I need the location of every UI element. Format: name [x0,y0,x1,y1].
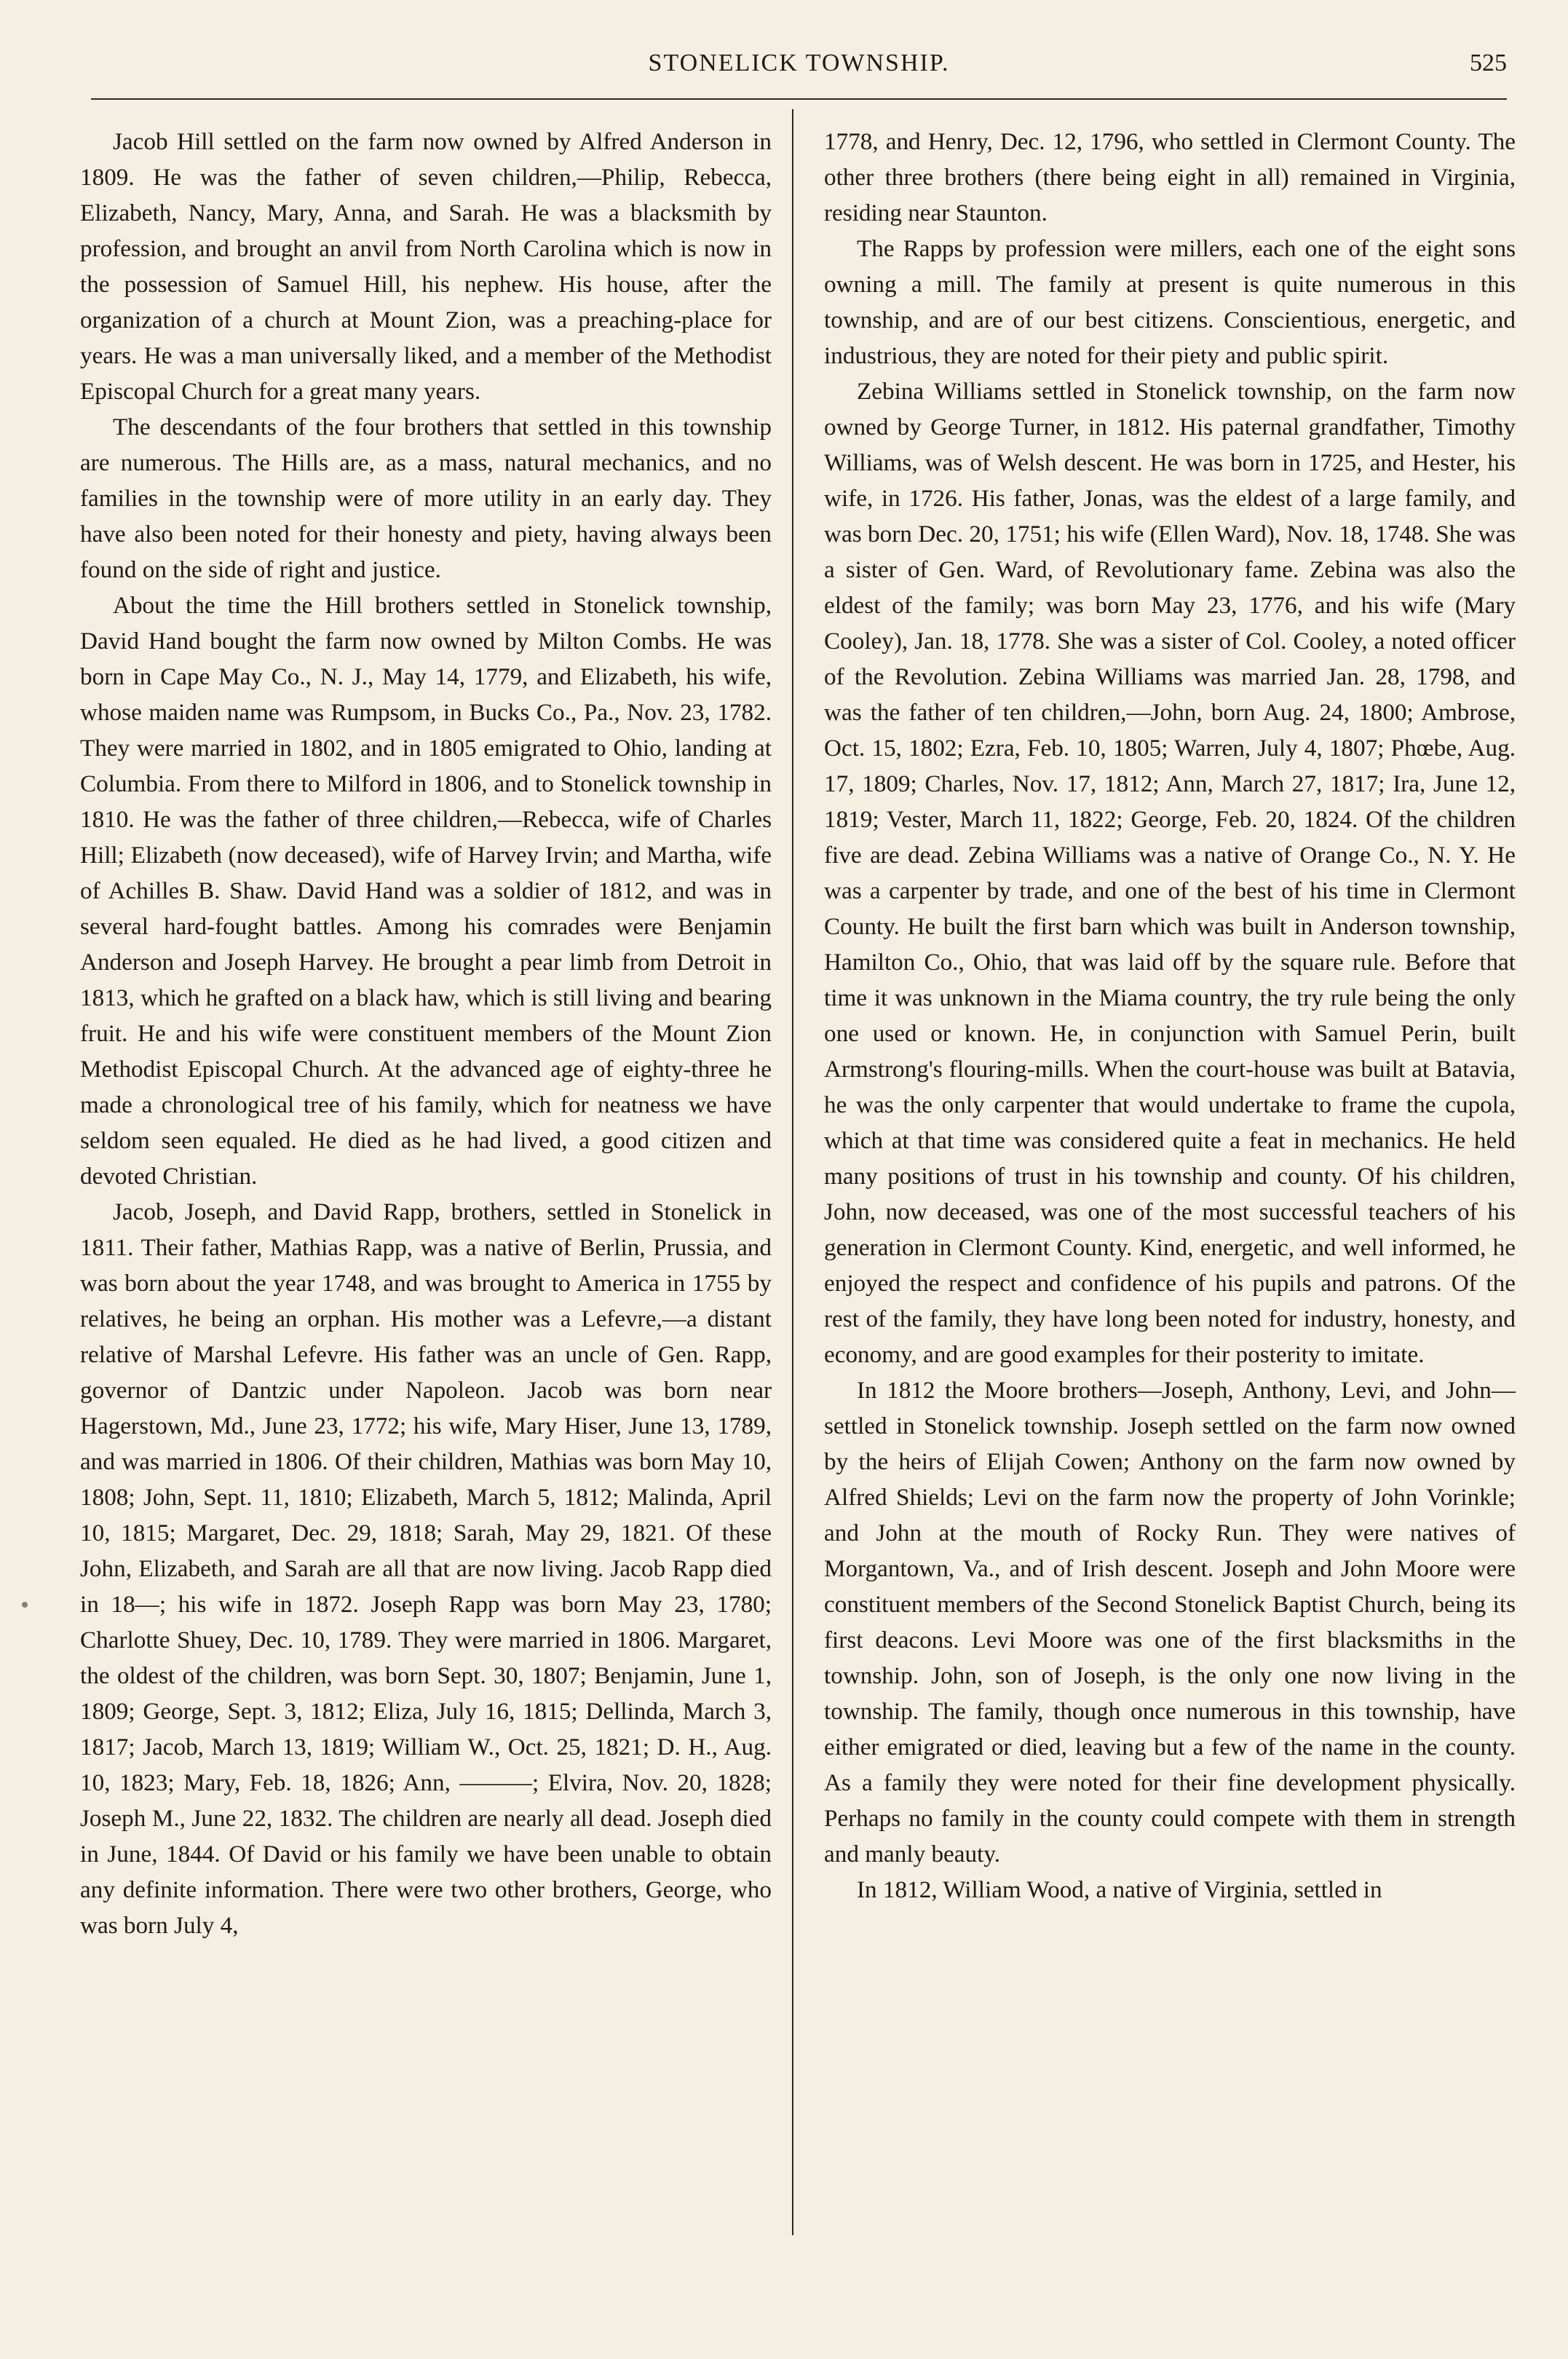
right-column [824,124,1516,1908]
left-column [80,124,772,1943]
paragraph-jacob-hill: Jacob Hill settled on the farm now owned by Alfred Anderson in 1809. He was the father of seven children,—Philip, Rebecca, Elizabeth, Nancy, Mary, Anna, and Sarah. He was a blacksmith by profession, and brought an anvil from North Carolina which is now in the possession of Samuel Hill, his nephew. His house, after the organization of a church at Mount Zion, was a preaching-place for years. He was a man universally liked, and a member of the Methodist Episcopal Church for a great many years. [80,128,772,405]
paragraph-moore-brothers: In 1812 the Moore brothers—Joseph, Anthony, Levi, and John—settled in Stonelick township. Joseph settled on the farm now owned by the heirs of Elijah Cowen; Anthony on the farm now owned by Alfred Shields; Levi on the farm now the property of John Vorinkle; and John at the mouth of Rocky Run. They were natives of Morgantown, Va., and of Irish descent. Joseph and John Moore were constituent members of the Second Stonelick Baptist Church, being its first deacons. Levi Moore was one of the first blacksmiths in the township. John, son of Joseph, is the only one now living in the township. The family, though once numerous in this township, have either emigrated or died, leaving but a few of the name in the county. As a family they were noted for their fine development physically. Perhaps no family in the county could compete with them in strength and manly beauty. [824,1377,1516,1868]
paragraph-david-hand: About the time the Hill brothers settled in Stonelick township, David Hand bought the farm now owned by Milton Combs. He was born in Cape May Co., N. J., May 14, 1779, and Elizabeth, his wife, whose maiden name was Rumpsom, in Bucks Co., Pa., Nov. 23, 1782. They were married in 1802, and in 1805 emigrated to Ohio, landing at Columbia. From there to Milford in 1806, and to Stonelick township in 1810. He was the father of three children,—Rebecca, wife of Charles Hill; Elizabeth (now deceased), wife of Harvey Irvin; and Martha, wife of Achilles B. Shaw. David Hand was a soldier of 1812, and was in several hard-fought battles. Among his comrades were Benjamin Anderson and Joseph Harvey. He brought a pear limb from Detroit in 1813, which he grafted on a black haw, which is still living and bearing fruit. He and his wife were constituent members of the Mount Zion Methodist Episcopal Church. At the advanced age of eighty-three he made a chronological tree of his family, which for neatness we have seldom seen equaled. He died as he had lived, a good citizen and devoted Christian. [80,592,772,1190]
header-rule [91,98,1507,100]
column-divider [792,109,793,2235]
paragraph-william-wood: In 1812, William Wood, a native of Virginia, settled in [857,1876,1382,1903]
paragraph-rapp-millers: The Rapps by profession were millers, each one of the eight sons owning a mill. The family at present is quite numerous in this township, and are of our best citizens. Conscientious, energetic, and industrious, they are noted for their piety and public spirit. [824,235,1516,369]
paragraph-zebina-williams: Zebina Williams settled in Stonelick township, on the farm now owned by George Turner, in 1812. His paternal grandfather, Timothy Williams, was of Welsh descent. He was born in 1725, and Hester, his wife, in 1726. His father, Jonas, was the eldest of a large family, and was born Dec. 20, 1751; his wife (Ellen Ward), Nov. 18, 1748. She was a sister of Gen. Ward, of Revolutionary fame. Zebina was also the eldest of the family; was born May 23, 1776, and his wife (Mary Cooley), Jan. 18, 1778. She was a sister of Col. Cooley, a noted officer of the Revolution. Zebina Williams was married Jan. 28, 1798, and was the father of ten children,—John, born Aug. 24, 1800; Ambrose, Oct. 15, 1802; Ezra, Feb. 10, 1805; Warren, July 4, 1807; Phœbe, Aug. 17, 1809; Charles, Nov. 17, 1812; Ann, March 27, 1817; Ira, June 12, 1819; Vester, March 11, 1822; George, Feb. 20, 1824. Of the children five are dead. Zebina Williams was a native of Orange Co., N. Y. He was a carpenter by trade, and one of the best of his time in Clermont County. He built the first barn which was built in Anderson township, Hamilton Co., Ohio, that was laid off by the square rule. Before that time it was unknown in the Miama country, the try rule being the only one used or known. He, in conjunction with Samuel Perin, built Armstrong's flouring-mills. When the court-house was built at Batavia, he was the only carpenter that would undertake to frame the cupola, which at that time was considered quite a feat in mechanics. He held many positions of trust in his township and county. Of his children, John, now deceased, was one of the most successful teachers of his generation in Clermont County. Kind, energetic, and well informed, he enjoyed the respect and confidence of his pupils and patrons. Of the rest of the family, they have long been noted for industry, honesty, and economy, and are good examples for their posterity to imitate. [824,378,1516,1368]
paragraph-rapp-brothers: Jacob, Joseph, and David Rapp, brothers, settled in Stonelick in 1811. Their father, Mathias Rapp, was a native of Berlin, Prussia, and was born about the year 1748, and was brought to America in 1755 by relatives, he being an orphan. His mother was a Lefevre,—a distant relative of Marshal Lefevre. His father was an uncle of Gen. Rapp, governor of Dantzic under Napoleon. Jacob was born near Hagerstown, Md., June 23, 1772; his wife, Mary Hiser, June 13, 1789, and was married in 1806. Of their children, Mathias was born May 10, 1808; John, Sept. 11, 1810; Elizabeth, March 5, 1812; Malinda, April 10, 1815; Margaret, Dec. 29, 1818; Sarah, May 29, 1821. Of these John, Elizabeth, and Sarah are all that are now living. Jacob Rapp died in 18—; his wife in 1872. Joseph Rapp was born May 23, 1780; Charlotte Shuey, Dec. 10, 1789. They were married in 1806. Margaret, the oldest of the children, was born Sept. 30, 1807; Benjamin, June 1, 1809; George, Sept. 3, 1812; Eliza, July 16, 1815; Dellinda, March 3, 1817; Jacob, March 13, 1819; William W., Oct. 25, 1821; D. H., Aug. 10, 1823; Mary, Feb. 18, 1826; Ann, ———; Elvira, Nov. 20, 1828; Joseph M., June 22, 1832. The children are nearly all dead. Joseph died in June, 1844. Of David or his family we have been unable to obtain any definite information. There were two other brothers, George, who was born July 4, [80,1198,772,1939]
paragraph-hill-descendants: The descendants of the four brothers that settled in this township are numerous. The Hills are, as a mass, natural mechanics, and no families in the township were of more utility in an early day. They have also been noted for their honesty and piety, having always been found on the side of right and justice. [80,414,772,583]
page-number: 525 [1470,50,1507,76]
page-header [91,44,1507,87]
margin-speck [22,1602,28,1608]
running-title: STONELICK TOWNSHIP. [648,50,950,76]
paragraph-rapp-continued: 1778, and Henry, Dec. 12, 1796, who settled in Clermont County. The other three brothers (there being eight in all) remained in Virginia, residing near Staunton. [824,128,1516,226]
